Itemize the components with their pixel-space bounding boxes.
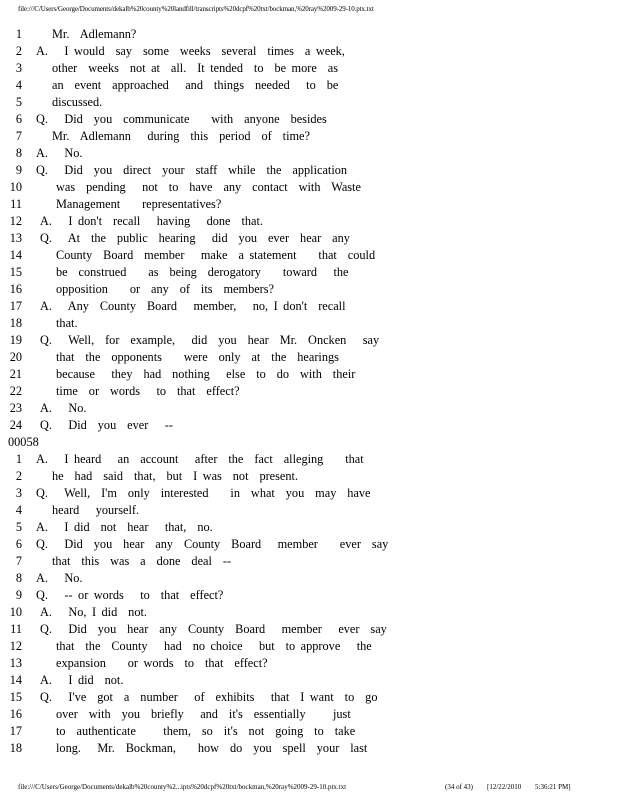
transcript-line <box>0 468 618 485</box>
line-number: 14 <box>9 673 22 687</box>
line-number: 3 <box>15 486 22 500</box>
line-text: long. Mr. Bockman, how do you spell your last <box>56 741 368 755</box>
line-text: over with you briefly and it's essentially just <box>56 707 351 721</box>
line-number: 18 <box>9 741 22 755</box>
line-text: A. No, I did not. <box>40 605 147 619</box>
line-text: Q. Did you communicate with anyone besides <box>36 112 327 126</box>
transcript-line <box>0 723 618 740</box>
line-text: A. I did not hear that, no. <box>36 520 213 534</box>
transcript-line <box>0 638 618 655</box>
line-text: Q. Well, I'm only interested in what you may have <box>36 486 371 500</box>
line-text: that the opponents were only at the hearings <box>56 350 339 364</box>
page-number: 00058 <box>8 435 39 449</box>
transcript-line <box>0 706 618 723</box>
line-text: County Board member make a statement that could <box>56 248 376 262</box>
transcript-line <box>0 247 618 264</box>
line-text: A. I did not. <box>40 673 124 687</box>
transcript-line <box>0 485 618 502</box>
transcript-line <box>0 740 618 757</box>
line-text: Mr. Adlemann during this period of time? <box>52 129 310 143</box>
footer-file-path: file:///C/Users/George/Documents/dekalb%20county%2...ipts%20dcpf%20txt/bockman,%20ray%2009-29-10.ptx.txt <box>18 783 347 791</box>
line-text: he had said that, but I was not present. <box>52 469 299 483</box>
line-number: 6 <box>15 537 22 551</box>
transcript-line <box>0 298 618 315</box>
line-number: 13 <box>9 656 22 670</box>
line-number: 2 <box>15 469 22 483</box>
line-text: was pending not to have any contact with Waste <box>56 180 361 194</box>
transcript-body <box>0 26 618 757</box>
line-number: 20 <box>9 350 22 364</box>
transcript-line <box>0 281 618 298</box>
line-text: to authenticate them, so it's not going to take <box>56 724 356 738</box>
line-number: 15 <box>9 265 22 279</box>
page-number-marker <box>0 434 618 451</box>
line-text: that. <box>56 316 78 330</box>
line-number: 13 <box>9 231 22 245</box>
line-number: 17 <box>9 724 22 738</box>
line-text: A. I would say some weeks several times a week, <box>36 44 345 58</box>
line-text: an event approached and things needed to be <box>52 78 339 92</box>
line-number: 9 <box>15 163 22 177</box>
transcript-line <box>0 502 618 519</box>
line-text: Management representatives? <box>56 197 222 211</box>
footer-time: 5:36:21 PM] <box>535 783 571 791</box>
line-number: 16 <box>9 282 22 296</box>
transcript-line <box>0 128 618 145</box>
line-number: 15 <box>9 690 22 704</box>
line-number: 5 <box>15 95 22 109</box>
transcript-line <box>0 672 618 689</box>
line-text: Mr. Adlemann? <box>52 27 137 41</box>
transcript-line <box>0 604 618 621</box>
line-number: 18 <box>9 316 22 330</box>
page-footer <box>0 783 618 795</box>
line-text: expansion or words to that effect? <box>56 656 268 670</box>
transcript-line <box>0 570 618 587</box>
line-text: A. I heard an account after the fact alleging that <box>36 452 364 466</box>
line-text: be construed as being derogatory toward the <box>56 265 349 279</box>
line-number: 1 <box>15 452 22 466</box>
line-number: 16 <box>9 707 22 721</box>
line-text: other weeks not at all. It tended to be more as <box>52 61 338 75</box>
line-number: 1 <box>15 27 22 41</box>
line-number: 19 <box>9 333 22 347</box>
line-number: 22 <box>9 384 22 398</box>
line-text: A. No. <box>36 146 83 160</box>
line-number: 17 <box>9 299 22 313</box>
file-path-header: file:///C/Users/George/Documents/dekalb%20county%20landfill/transcripts%20dcpf%20txt/bockman,%20ray%2009-29-10.ptx.txt <box>18 5 374 13</box>
line-text: Q. Did you hear any County Board member ever say <box>36 537 389 551</box>
line-text: A. No. <box>36 571 83 585</box>
line-text: time or words to that effect? <box>56 384 240 398</box>
line-text: Q. Did you hear any County Board member ever say <box>40 622 387 636</box>
line-text: discussed. <box>52 95 103 109</box>
line-text: A. Any County Board member, no, I don't recall <box>40 299 346 313</box>
transcript-line <box>0 196 618 213</box>
transcript-line <box>0 60 618 77</box>
line-number: 7 <box>15 554 22 568</box>
transcript-line <box>0 230 618 247</box>
transcript-line <box>0 587 618 604</box>
transcript-line <box>0 315 618 332</box>
line-number: 8 <box>15 571 22 585</box>
line-number: 8 <box>15 146 22 160</box>
transcript-line <box>0 349 618 366</box>
line-number: 10 <box>9 180 22 194</box>
line-text: A. I don't recall having done that. <box>40 214 263 228</box>
line-number: 4 <box>15 78 22 92</box>
line-number: 7 <box>15 129 22 143</box>
line-number: 6 <box>15 112 22 126</box>
footer-page-count: (34 of 43) <box>445 783 473 791</box>
transcript-line <box>0 383 618 400</box>
transcript-line <box>0 536 618 553</box>
line-text: Q. At the public hearing did you ever hear any <box>40 231 350 245</box>
line-number: 21 <box>9 367 22 381</box>
transcript-line <box>0 264 618 281</box>
transcript-line <box>0 689 618 706</box>
line-number: 11 <box>10 622 22 636</box>
transcript-line <box>0 43 618 60</box>
line-number: 3 <box>15 61 22 75</box>
line-number: 14 <box>9 248 22 262</box>
line-number: 10 <box>9 605 22 619</box>
line-number: 23 <box>9 401 22 415</box>
line-number: 4 <box>15 503 22 517</box>
line-number: 5 <box>15 520 22 534</box>
transcript-line <box>0 519 618 536</box>
transcript-line <box>0 655 618 672</box>
line-text: Q. -- or words to that effect? <box>36 588 224 602</box>
transcript-line <box>0 553 618 570</box>
line-number: 2 <box>15 44 22 58</box>
line-number: 9 <box>15 588 22 602</box>
line-text: A. No. <box>40 401 87 415</box>
line-text: opposition or any of its members? <box>56 282 275 296</box>
transcript-line <box>0 451 618 468</box>
transcript-line <box>0 417 618 434</box>
transcript-line <box>0 145 618 162</box>
line-text: Q. Well, for example, did you hear Mr. Oncken say <box>40 333 380 347</box>
line-text: that the County had no choice but to approve the <box>56 639 372 653</box>
transcript-line <box>0 77 618 94</box>
line-text: because they had nothing else to do with their <box>56 367 356 381</box>
line-number: 12 <box>9 214 22 228</box>
transcript-line <box>0 94 618 111</box>
footer-date: [12/22/2010 <box>487 783 522 791</box>
transcript-line <box>0 26 618 43</box>
transcript-line <box>0 366 618 383</box>
transcript-line <box>0 332 618 349</box>
line-text: Q. Did you ever -- <box>40 418 173 432</box>
transcript-line <box>0 400 618 417</box>
line-text: heard yourself. <box>52 503 140 517</box>
line-number: 12 <box>9 639 22 653</box>
line-text: Q. I've got a number of exhibits that I want to go <box>40 690 378 704</box>
transcript-line <box>0 162 618 179</box>
line-text: that this was a done deal -- <box>52 554 232 568</box>
line-number: 24 <box>9 418 22 432</box>
transcript-line <box>0 111 618 128</box>
transcript-line <box>0 179 618 196</box>
transcript-line <box>0 213 618 230</box>
line-text: Q. Did you direct your staff while the application <box>36 163 348 177</box>
line-number: 11 <box>10 197 22 211</box>
transcript-line <box>0 621 618 638</box>
